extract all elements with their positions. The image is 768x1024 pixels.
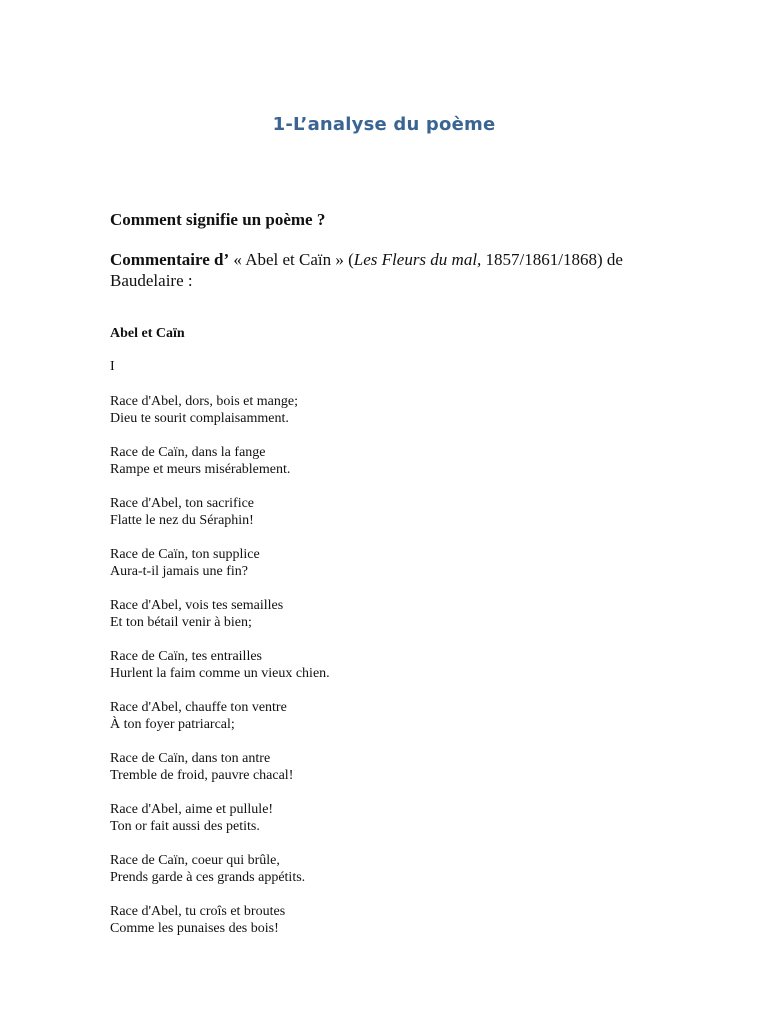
poem-line: Ton or fait aussi des petits.	[110, 819, 260, 834]
poem-line: Race de Caïn, tes entrailles	[110, 649, 262, 664]
section-heading: 1-L’analyse du poème	[272, 114, 496, 135]
poem-line: Race de Caïn, dans ton antre	[110, 751, 271, 766]
open-quote: «	[229, 250, 246, 269]
poem-stanza	[110, 546, 670, 580]
poem-stanza	[110, 852, 670, 886]
poem-line: Race d'Abel, chauffe ton ventre	[110, 700, 287, 715]
poem-line: Race de Caïn, coeur qui brûle,	[110, 853, 280, 868]
poem-stanza	[110, 903, 670, 937]
poem-stanza	[110, 750, 670, 784]
poem-line: Aura-t-il jamais une fin?	[110, 564, 249, 579]
poem-stanzas	[110, 393, 670, 954]
question-subheading: Comment signifie un poème ?	[110, 210, 326, 229]
poem-stanza	[110, 699, 670, 733]
poem-line: Race de Caïn, ton supplice	[110, 547, 260, 562]
poem-line: Prends garde à ces grands appétits.	[110, 870, 306, 885]
poem-stanza	[110, 597, 670, 631]
poem-stanza	[110, 444, 670, 478]
poem-line: Et ton bétail venir à bien;	[110, 615, 252, 630]
poem-line: Race de Caïn, dans la fange	[110, 445, 266, 460]
commentary-label: Commentaire d’	[110, 250, 230, 269]
poem-line: À ton foyer patriarcal;	[110, 717, 235, 732]
poem-line: Rampe et meurs misérablement.	[110, 462, 291, 477]
poem-line: Race d'Abel, ton sacrifice	[110, 496, 255, 511]
poem-stanza	[110, 393, 670, 427]
author-name: Baudelaire :	[110, 271, 193, 290]
poem-name: Abel et Caïn	[245, 250, 332, 269]
work-title: Les Fleurs du mal,	[353, 250, 482, 269]
poem-line: Race d'Abel, aime et pullule!	[110, 802, 274, 817]
poem-line: Race d'Abel, dors, bois et mange;	[110, 394, 298, 409]
poem-line: Race d'Abel, vois tes semailles	[110, 598, 284, 613]
poem-line: Race d'Abel, tu croîs et broutes	[110, 904, 286, 919]
poem-line: Dieu te sourit complaisamment.	[110, 411, 289, 426]
poem-stanza	[110, 801, 670, 835]
publication-dates: 1857/1861/1868) de	[481, 250, 623, 269]
poem-line: Comme les punaises des bois!	[110, 921, 279, 936]
poem-line: Tremble de froid, pauvre chacal!	[110, 768, 294, 783]
poem-title: Abel et Caïn	[110, 326, 185, 341]
commentary-line	[110, 249, 690, 291]
poem-stanza	[110, 648, 670, 682]
close-quote: » (	[331, 250, 354, 269]
poem-part-number: I	[110, 359, 115, 374]
poem-stanza	[110, 495, 670, 529]
poem-line: Flatte le nez du Séraphin!	[110, 513, 254, 528]
poem-line: Hurlent la faim comme un vieux chien.	[110, 666, 330, 681]
